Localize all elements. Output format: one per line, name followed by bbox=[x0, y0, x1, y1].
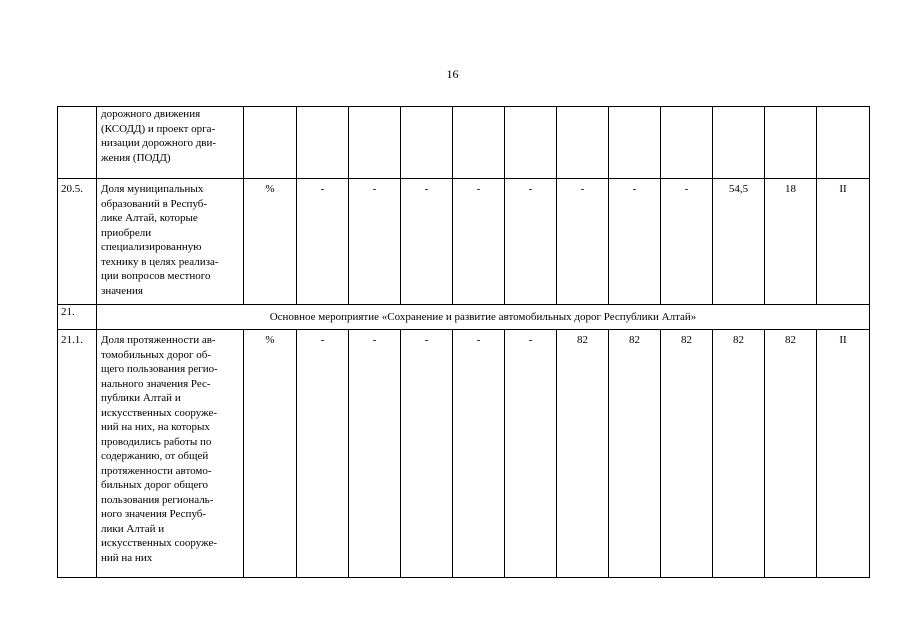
description-line: публики Алтай и bbox=[101, 392, 181, 404]
description-line: технику в целях реализа- bbox=[101, 255, 219, 268]
description-line: Доля муниципальных bbox=[101, 183, 204, 195]
value-cell: - bbox=[505, 330, 557, 578]
value-cell: 18 bbox=[765, 179, 817, 305]
value-cell: 82 bbox=[609, 330, 661, 578]
description-line: (КСОДД) и проект орга- bbox=[101, 122, 216, 135]
description-line: искусственных сооруже- bbox=[101, 537, 218, 549]
value-cell: - bbox=[453, 330, 505, 578]
unit-cell: % bbox=[244, 330, 297, 578]
value-cell: - bbox=[453, 179, 505, 305]
description-line: ции вопросов местного bbox=[101, 270, 211, 282]
value-cell bbox=[661, 107, 713, 179]
value-cell: 82 bbox=[661, 330, 713, 578]
value-cell: II bbox=[817, 179, 870, 305]
description-line: значения bbox=[101, 284, 143, 297]
description-line: ний на них, на которых bbox=[101, 421, 210, 433]
description-line: содержанию, от общей bbox=[101, 450, 209, 462]
description-line: пользования региональ- bbox=[101, 493, 214, 506]
description-line: лики Алтай и bbox=[101, 522, 165, 535]
value-cell: - bbox=[401, 330, 453, 578]
table-row bbox=[58, 179, 870, 305]
value-cell: - bbox=[349, 330, 401, 578]
description-line: дорожного движения bbox=[101, 108, 201, 120]
description-line: проводились работы по bbox=[101, 435, 212, 448]
description-line: специализированную bbox=[101, 241, 202, 253]
value-cell bbox=[505, 107, 557, 179]
value-cell bbox=[453, 107, 505, 179]
value-cell: - bbox=[505, 179, 557, 305]
value-cell: - bbox=[349, 179, 401, 305]
value-cell: II bbox=[817, 330, 870, 578]
value-cell: - bbox=[609, 179, 661, 305]
description-line: щего пользования регио- bbox=[101, 363, 218, 375]
description-line: жения (ПОДД) bbox=[101, 151, 171, 164]
indicator-description bbox=[97, 179, 244, 305]
description-line: Доля протяженности ав- bbox=[101, 334, 216, 346]
description-line: искусственных сооруже- bbox=[101, 406, 218, 419]
value-cell bbox=[557, 107, 609, 179]
description-line: ний на них bbox=[101, 551, 153, 564]
value-cell bbox=[297, 107, 349, 179]
description-line: приобрели bbox=[101, 226, 152, 239]
value-cell: 82 bbox=[557, 330, 609, 578]
indicator-description bbox=[97, 107, 244, 179]
description-line: протяженности автомо- bbox=[101, 464, 212, 477]
table-row bbox=[58, 305, 870, 330]
value-cell bbox=[609, 107, 661, 179]
description-line: томобильных дорог об- bbox=[101, 348, 212, 361]
value-cell: - bbox=[401, 179, 453, 305]
description-line: лике Алтай, которые bbox=[101, 212, 198, 224]
table-row bbox=[58, 330, 870, 578]
row-number: 21.1. bbox=[58, 330, 97, 578]
value-cell: - bbox=[297, 179, 349, 305]
unit-cell: % bbox=[244, 179, 297, 305]
description-line: низации дорожного дви- bbox=[101, 137, 217, 149]
indicators-table bbox=[57, 106, 870, 578]
description-line: нального значения Рес- bbox=[101, 377, 211, 390]
value-cell bbox=[401, 107, 453, 179]
indicator-description bbox=[97, 330, 244, 578]
value-cell: 54,5 bbox=[713, 179, 765, 305]
row-number: 21. bbox=[58, 305, 97, 330]
value-cell: - bbox=[557, 179, 609, 305]
row-number: 20.5. bbox=[58, 179, 97, 305]
description-line: бильных дорог общего bbox=[101, 479, 209, 491]
row-number bbox=[58, 107, 97, 179]
value-cell: - bbox=[297, 330, 349, 578]
page-number: 16 bbox=[446, 67, 459, 81]
value-cell: 82 bbox=[765, 330, 817, 578]
value-cell bbox=[765, 107, 817, 179]
value-cell: 82 bbox=[713, 330, 765, 578]
value-cell: - bbox=[661, 179, 713, 305]
value-cell bbox=[713, 107, 765, 179]
table-body bbox=[58, 107, 870, 578]
table-row bbox=[58, 107, 870, 179]
section-heading: Основное мероприятие «Сохранение и развитие автомобильных дорог Республики Алтай» bbox=[97, 305, 870, 330]
value-cell bbox=[349, 107, 401, 179]
description-line: ного значения Респуб- bbox=[101, 508, 207, 520]
unit-cell bbox=[244, 107, 297, 179]
description-line: образований в Респуб- bbox=[101, 197, 208, 210]
value-cell bbox=[817, 107, 870, 179]
